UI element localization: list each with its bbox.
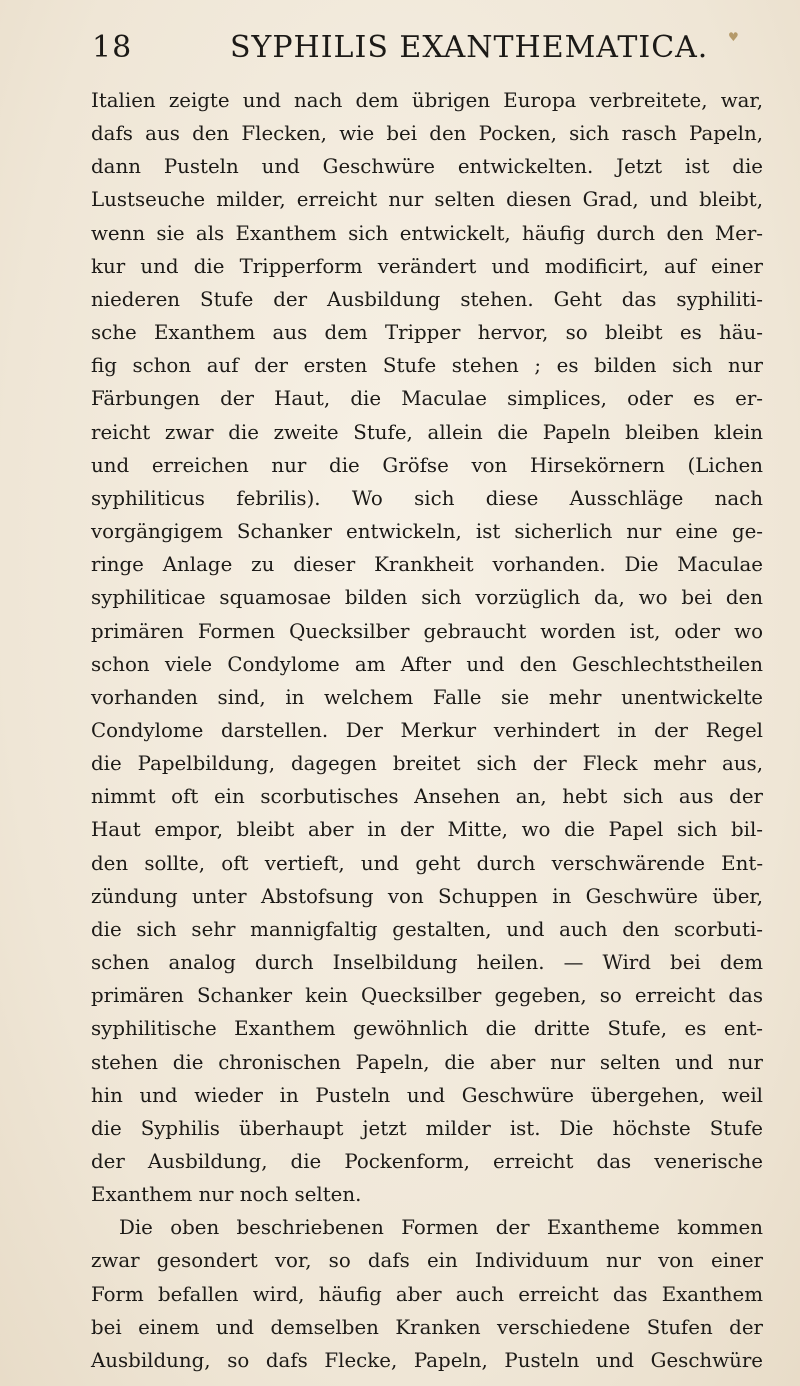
text-line: primären Formen Quecksilber gebraucht worden ist, oder wo [91,619,763,643]
text-line: reicht zwar die zweite Stufe, allein die Papeln bleiben klein [91,420,763,444]
text-line: und erreichen nur die Gröfse von Hirsekörnern (Lichen [91,453,763,477]
text-line: stehen die chronischen Papeln, die aber nur selten und nur [91,1050,763,1074]
text-line: der Ausbildung, die Pockenform, erreicht das venerische [91,1150,763,1173]
text-line: hin und wieder in Pusteln und Geschwüre übergehen, weil [91,1083,763,1107]
text-line: vorhanden sind, in welchem Falle sie mehr unentwickelte [91,685,763,709]
text-line: kur und die Tripperform verändert und modificirt, auf einer [91,254,763,278]
text-line: Condylome darstellen. Der Merkur verhindert in der Regel [91,718,763,742]
text-line: syphiliticae squamosae bilden sich vorzüglich da, wo bei den [91,586,763,610]
text-line: Ausbildung, so dafs Flecke, Papeln, Pusteln und Geschwüre [91,1348,763,1372]
text-line: Form befallen wird, häufig aber auch erreicht das Exanthem [91,1282,763,1306]
text-line: syphilitische Exanthem gewöhnlich die dritte Stufe, es ent- [91,1017,763,1041]
text-line: zündung unter Abstofsung von Schuppen in Geschwüre über, [91,884,763,908]
text-line: Italien zeigte und nach dem übrigen Europa verbreitete, war, [91,89,763,112]
text-line: bei einem und demselben Kranken verschiedene Stufen der [91,1315,763,1339]
text-line: primären Schanker kein Quecksilber gegeben, so erreicht das [91,984,763,1008]
paragraph-1 [91,84,763,1211]
paragraph-2 [91,1211,763,1377]
text-line: dann Pusteln und Geschwüre entwickelten. Jetzt ist die [91,155,763,179]
page-header [92,30,752,80]
text-line: Färbungen der Haut, die Maculae simplices, oder es er- [91,387,763,411]
text-line: wenn sie als Exanthem sich entwickelt, häufig durch den Mer- [91,221,763,245]
text-line: Die oben beschriebenen Formen der Exantheme kommen [119,1216,763,1240]
text-line: den sollte, oft vertieft, und geht durch verschwärende Ent- [91,851,763,875]
ornament-mark: ♥ [728,30,739,44]
text-line: die Papelbildung, dagegen breitet sich der Fleck mehr aus, [91,752,763,776]
page-number: 18 [92,30,133,65]
text-line: schon viele Condylome am After und den Geschlechtstheilen [91,652,763,676]
text-line: zwar gesondert vor, so dafs ein Individuum nur von einer [91,1249,763,1273]
text-line: fig schon auf der ersten Stufe stehen ; es bilden sich nur [91,354,763,378]
text-line: niederen Stufe der Ausbildung stehen. Geht das syphiliti- [91,287,763,311]
text-line: nimmt oft ein scorbutisches Ansehen an, hebt sich aus der [91,785,763,809]
text-line: schen analog durch Inselbildung heilen. — Wird bei dem [91,951,763,975]
running-title: SYPHILIS EXANTHEMATICA. [230,30,709,65]
text-line: vorgängigem Schanker entwickeln, ist sicherlich nur eine ge- [91,520,763,544]
text-line: Exanthem nur noch selten. [91,1183,362,1207]
text-line: Lustseuche milder, erreicht nur selten diesen Grad, und bleibt, [91,188,763,212]
text-line: Haut empor, bleibt aber in der Mitte, wo die Papel sich bil- [91,818,763,842]
text-line: dafs aus den Flecken, wie bei den Pocken, sich rasch Papeln, [91,122,763,146]
text-line: sche Exanthem aus dem Tripper hervor, so bleibt es häu- [91,321,763,345]
text-line: die Syphilis überhaupt jetzt milder ist. Die höchste Stufe [91,1116,763,1140]
text-line: ringe Anlage zu dieser Krankheit vorhanden. Die Maculae [91,553,763,577]
text-line: syphiliticus febrilis). Wo sich diese Ausschläge nach [91,486,763,510]
text-line: die sich sehr mannigfaltig gestalten, und auch den scorbuti- [91,917,763,941]
body-text [91,84,763,1377]
